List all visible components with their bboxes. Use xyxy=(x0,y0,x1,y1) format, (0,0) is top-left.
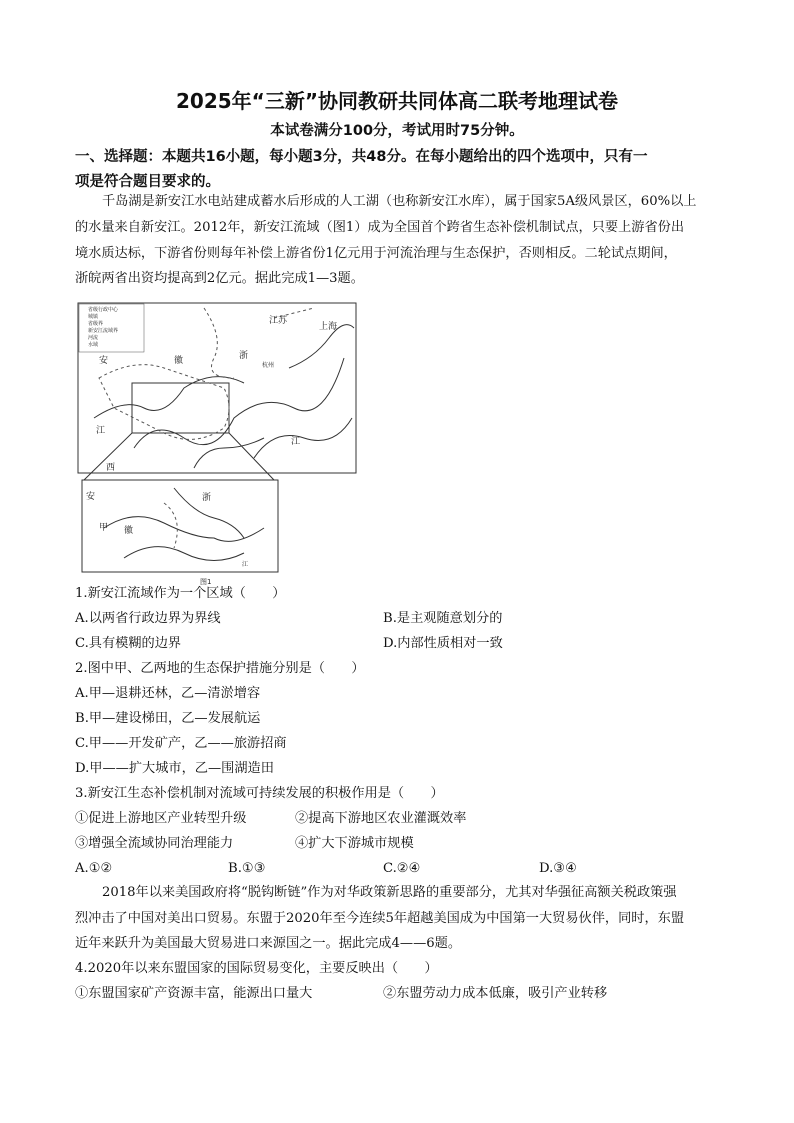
svg-text:江: 江 xyxy=(242,561,249,568)
q4-item-2: ②东盟劳动力成本低廉，吸引产业转移 xyxy=(383,986,608,1001)
svg-text:安: 安 xyxy=(86,492,96,502)
svg-text:安: 安 xyxy=(99,356,109,366)
question-1-stem: 1.新安江流域作为一个区域（ ） xyxy=(75,586,286,601)
svg-text:江: 江 xyxy=(96,426,106,436)
q3-option-a[interactable]: A.①② xyxy=(75,861,113,876)
question-2-stem: 2.图中甲、乙两地的生态保护措施分别是（ ） xyxy=(75,661,365,676)
svg-text:省级界: 省级界 xyxy=(88,321,104,327)
svg-text:新安江流域界: 新安江流域界 xyxy=(88,328,119,334)
svg-text:杭州: 杭州 xyxy=(262,362,275,369)
passage-line: 境水质达标，下游省份则每年补偿上游省份1亿元用于河流治理与生态保护，否则相反。二轮试点期间， xyxy=(75,246,677,261)
svg-text:甲: 甲 xyxy=(99,523,109,533)
q2-option-c[interactable]: C.甲——开发矿产，乙——旅游招商 xyxy=(75,736,287,751)
q2-option-b[interactable]: B.甲—建设梯田，乙—发展航运 xyxy=(75,711,261,726)
passage-line: 千岛湖是新安江水电站建成蓄水后形成的人工湖（也称新安江水库），属于国家5A级风景区，60%以上 xyxy=(102,194,697,209)
q2-option-a[interactable]: A.甲—退耕还林，乙—清淤增容 xyxy=(75,686,261,701)
svg-text:徽: 徽 xyxy=(174,356,184,366)
svg-text:徽: 徽 xyxy=(124,526,134,536)
section-heading-cont: 项是符合题目要求的。 xyxy=(75,174,220,190)
svg-text:浙: 浙 xyxy=(202,493,212,503)
svg-text:浙: 浙 xyxy=(239,351,249,361)
q3-option-d[interactable]: D.③④ xyxy=(539,861,577,876)
q3-item-3: ③增强全流域协同治理能力 xyxy=(75,836,234,851)
svg-text:图1: 图1 xyxy=(200,578,212,586)
passage-line: 近年来跃升为美国最大贸易进口来源国之一。据此完成4——6题。 xyxy=(75,936,462,951)
q3-item-1: ①促进上游地区产业转型升级 xyxy=(75,811,247,826)
svg-text:江: 江 xyxy=(291,437,301,447)
q1-option-d[interactable]: D.内部性质相对一致 xyxy=(383,636,503,651)
passage-line: 的水量来自新安江。2012年，新安江流域（图1）成为全国首个跨省生态补偿机制试点，只要上游省份出 xyxy=(75,220,685,235)
svg-text:城镇: 城镇 xyxy=(88,314,99,320)
q1-option-c[interactable]: C.具有模糊的边界 xyxy=(75,636,182,651)
question-3-stem: 3.新安江生态补偿机制对流域可持续发展的积极作用是（ ） xyxy=(75,786,444,801)
passage-line: 烈冲击了中国对美出口贸易。东盟于2020年至今连续5年超越美国成为中国第一大贸易伙伴，同时，东盟 xyxy=(75,911,685,926)
svg-text:水域: 水域 xyxy=(88,342,99,348)
svg-text:江苏: 江苏 xyxy=(269,316,288,326)
zoom-region-box xyxy=(132,383,229,433)
q3-item-2: ②提高下游地区农业灌溉效率 xyxy=(295,811,467,826)
q4-item-1: ①东盟国家矿产资源丰富，能源出口量大 xyxy=(75,986,313,1001)
passage-line: 2018年以来美国政府将“脱钩断链”作为对华政策新思路的重要部分，尤其对华强征高额关税政策强 xyxy=(102,885,677,900)
xinanjiang-basin-map xyxy=(74,298,364,588)
q3-option-c[interactable]: C.②④ xyxy=(383,861,421,876)
question-4-stem: 4.2020年以来东盟国家的国际贸易变化，主要反映出（ ） xyxy=(75,961,438,976)
page-title: 2025年“三新”协同教研共同体高二联考地理试卷 xyxy=(176,89,618,113)
exam-subtitle: 本试卷满分100分，考试用时75分钟。 xyxy=(270,123,524,139)
svg-text:省级行政中心: 省级行政中心 xyxy=(88,307,119,313)
svg-text:西: 西 xyxy=(106,463,116,473)
q1-option-b[interactable]: B.是主观随意划分的 xyxy=(383,611,503,626)
q3-option-b[interactable]: B.①③ xyxy=(228,861,266,876)
inset-map-frame xyxy=(82,480,278,572)
q3-item-4: ④扩大下游城市规模 xyxy=(295,836,414,851)
svg-text:上海: 上海 xyxy=(319,322,338,332)
q1-option-a[interactable]: A.以两省行政边界为界线 xyxy=(75,611,221,626)
svg-text:河流: 河流 xyxy=(88,335,99,341)
section-heading: 一、选择题：本题共16小题，每小题3分，共48分。在每小题给出的四个选项中，只有一 xyxy=(75,149,648,165)
q2-option-d[interactable]: D.甲——扩大城市，乙—围湖造田 xyxy=(75,761,274,776)
passage-line: 浙皖两省出资均提高到2亿元。据此完成1—3题。 xyxy=(75,271,364,286)
